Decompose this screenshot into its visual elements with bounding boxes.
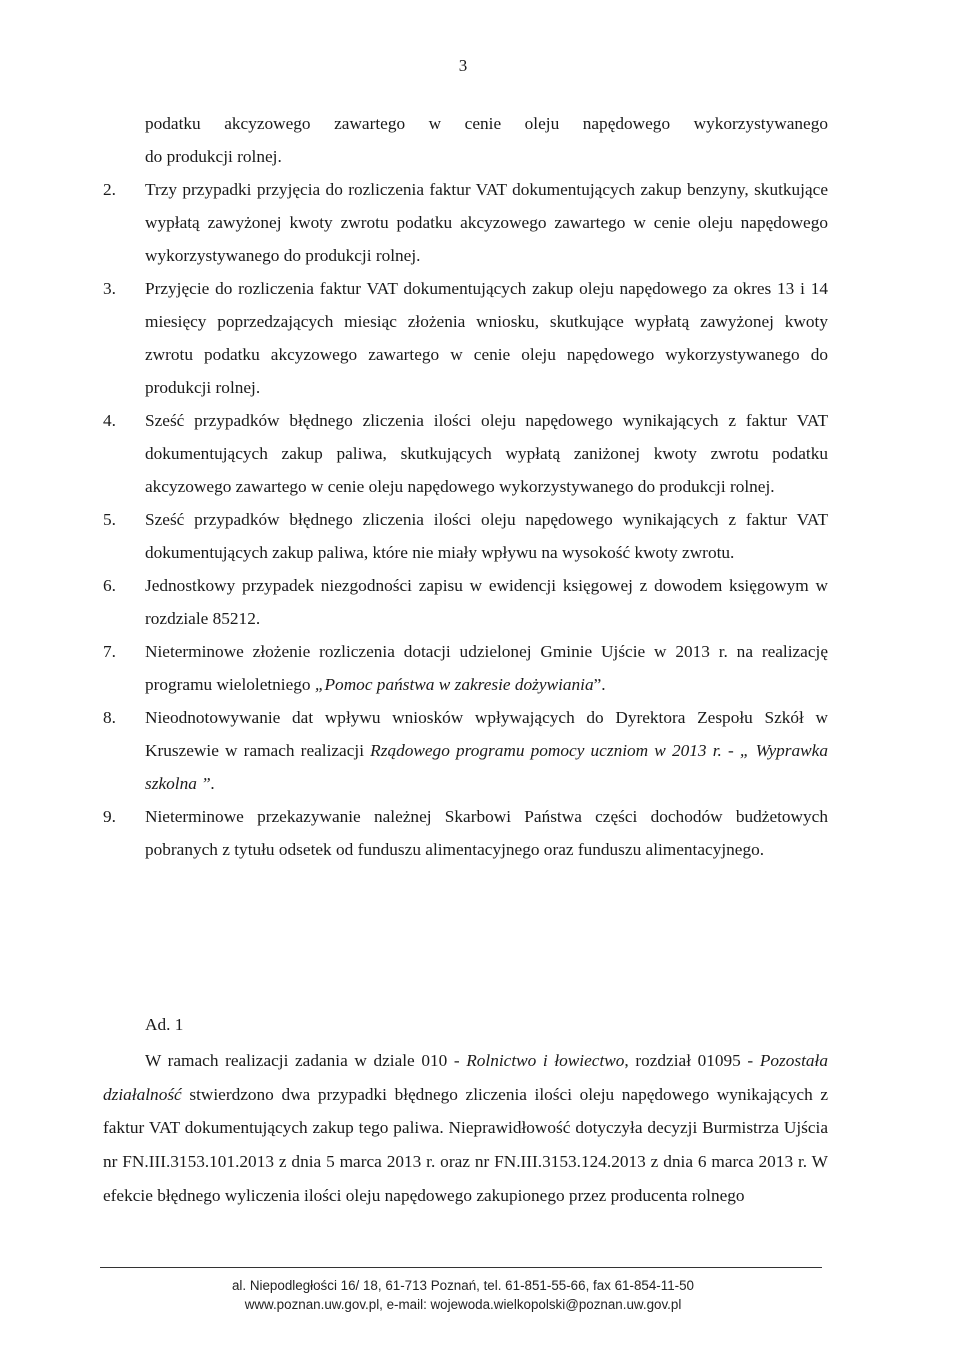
finding-item (103, 701, 828, 800)
footer-contact: www.poznan.uw.gov.pl, e-mail: wojewoda.wielkopolski@poznan.uw.gov.pl (244, 1297, 682, 1312)
finding-text: Sześć przypadków błędnego zliczenia ilości oleju napędowego wynikających z faktur VAT dokumentujących zakup paliwa, które nie miały wpływu na wysokość kwoty zwrotu. (145, 510, 828, 562)
finding-item (103, 569, 828, 635)
ad-text-italic-2: Pozostała działalność (103, 1050, 828, 1104)
ad-text-2: , rozdział 01095 - (624, 1050, 760, 1070)
finding-text: Sześć przypadków błędnego zliczenia ilości oleju napędowego wynikających z faktur VAT dokumentujących zakup paliwa, skutkujących wypłatą zaniżonej kwoty zwrotu podatku akcyzowego zawartego w cenie oleju napędowego wykorzystywanego do produkcji rolnej. (145, 411, 828, 496)
finding-number: 2. (103, 180, 116, 199)
finding-number: 7. (103, 642, 116, 661)
ad-heading: Ad. 1 (145, 1015, 184, 1034)
finding-text: Przyjęcie do rozliczenia faktur VAT dokumentujących zakup oleju napędowego za okres 13 i 14 miesięcy poprzedzających miesiąc złożenia wniosku, skutkujące wypłatą zawyżonej kwoty zwrotu podatku akcyzowego zawartego w cenie oleju napędowego wykorzystywanego do produkcji rolnej. (145, 279, 828, 397)
finding-item (103, 635, 828, 701)
finding-number: 5. (103, 510, 116, 529)
ad-section (103, 1008, 828, 1213)
finding-text: Jednostkowy przypadek niezgodności zapisu w ewidencji księgowej z dowodem księgowym w rozdziale 85212. (145, 576, 828, 628)
ad-text-1: W ramach realizacji zadania w dziale 010 - (145, 1050, 467, 1070)
finding-number: 4. (103, 411, 116, 430)
ad-text-3: stwierdzono dwa przypadki błędnego zliczenia ilości oleju napędowego wynikających z faktur VAT dokumentujących zakup tego paliwa. Nieprawidłowość dotyczyła decyzji Burmistrza Ujścia nr FN.III.3153.101.2013 z dnia 5 marca 2013 r. oraz nr FN.III.3153.124.2013 z dnia 6 marca 2013 r. W efekcie błędnego wyliczenia ilości oleju napędowego zakupionego przez producenta rolnego (103, 1084, 828, 1205)
findings-list (103, 173, 828, 866)
finding-number: 9. (103, 807, 116, 826)
footer-divider (100, 1267, 822, 1268)
finding-item (103, 404, 828, 503)
finding-number: 8. (103, 708, 116, 727)
finding-text: Nieterminowe przekazywanie należnej Skarbowi Państwa części dochodów budżetowych pobranych z tytułu odsetek od funduszu alimentacyjnego oraz funduszu alimentacyjnego. (145, 807, 828, 859)
finding-text-italic: Rządowego programu pomocy uczniom w 2013 r. - „ Wyprawka szkolna ”. (145, 741, 828, 793)
continuation-line-1: podatku akcyzowego zawartego w cenie oleju napędowego wykorzystywanego (145, 114, 828, 133)
ad-paragraph (103, 1044, 828, 1213)
finding-text-end: ”. (593, 675, 606, 694)
finding-text-italic: „Pomoc państwa w zakresie dożywiania (314, 675, 594, 694)
footer-address: al. Niepodległości 16/ 18, 61-713 Poznań, tel. 61-851-55-66, fax 61-854-11-50 (231, 1278, 695, 1293)
continuation-text (103, 107, 828, 173)
finding-item (103, 503, 828, 569)
finding-number: 3. (103, 279, 116, 298)
finding-number: 6. (103, 576, 116, 595)
finding-item (103, 800, 828, 866)
finding-item (103, 272, 828, 404)
continuation-line-2: do produkcji rolnej. (145, 147, 282, 166)
page-number: 3 (458, 56, 468, 75)
finding-text: Trzy przypadki przyjęcia do rozliczenia faktur VAT dokumentujących zakup benzyny, skutkujące wypłatą zawyżonej kwoty zwrotu podatku akcyzowego zawartego w cenie oleju napędowego wykorzystywanego do produkcji rolnej. (145, 180, 828, 265)
finding-item (103, 173, 828, 272)
ad-text-italic-1: Rolnictwo i łowiectwo (466, 1050, 625, 1070)
finding-text: Nieterminowe złożenie rozliczenia dotacji udzielonej Gminie Ujście w 2013 r. na realizację programu wieloletniego (145, 642, 828, 694)
finding-text: Nieodnotowywanie dat wpływu wniosków wpływających do Dyrektora Zespołu Szkół w Kruszewie w ramach realizacji (145, 708, 828, 760)
